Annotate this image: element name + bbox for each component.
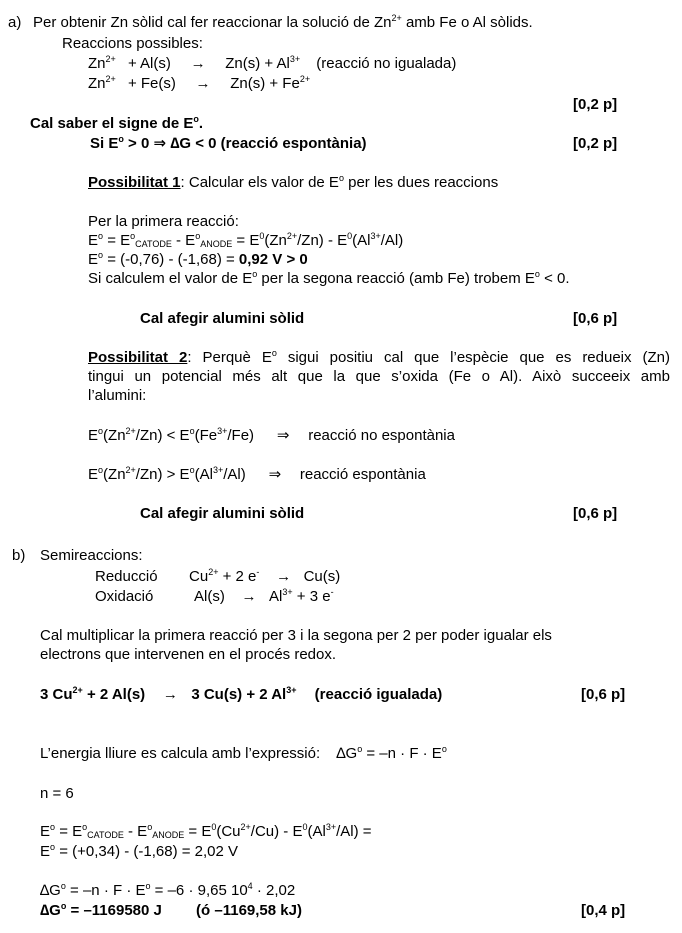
balanced-reaction: 3 $Cu^{2+} + 2$ Al(s) → 3 Cu(s) + 2 $Al^{3+}$ (reacció igualada) bbox=[40, 685, 443, 703]
comparison-al: $E^o(Zn^{2+}/Zn) > E^o(Al^{3+}/Al)$ ⇒ reacció espontània bbox=[88, 465, 426, 483]
first-reaction-label: Per la primera reacció: bbox=[88, 213, 239, 230]
electron-count: n = 6 bbox=[40, 785, 74, 802]
possibility-1-heading: Possibilitat 1: Calcular els valor de $E^o$ per les dues reaccions bbox=[88, 173, 499, 191]
multiply-note-1: Cal multiplicar la primera reacció per 3 i la segona per 2 per poder igualar els bbox=[40, 627, 552, 644]
potential-value-2: $E^o = (+0,34) - (-1,68) = 2,02$ V bbox=[40, 842, 239, 860]
possible-reactions-title: Reaccions possibles: bbox=[62, 35, 203, 52]
reaction-al: $Zn^{2+} + Al(s) \to Zn(s) + Al^{3+}$ (reacció no igualada) bbox=[88, 54, 457, 72]
potential-formula-2: $E^o = E^o_{CATODE} - E^o_{ANODE} = E^0(Cu^{2+}/Cu) - E^0(Al^{3+}/Al)$ = bbox=[40, 822, 372, 840]
comparison-fe: $E^o(Zn^{2+}/Zn) < E^o(Fe^{3+}/Fe)$ ⇒ reacció no espontània bbox=[88, 426, 455, 444]
oxidation-half-reaction: Oxidació $Al(s) \to Al^{3+} + 3$ e- bbox=[95, 587, 334, 605]
conclusion-2: Cal afegir alumini sòlid bbox=[140, 505, 305, 522]
part-a-intro: Per obtenir Zn sòlid cal fer reaccionar la solució de $Zn^{2+}$ amb Fe o Al sòlids. bbox=[33, 13, 533, 31]
score-possibility-2: [0,6 p] bbox=[573, 505, 618, 522]
gibbs-result: $\Delta G^o = -1169580$ J (ó –1169,58 kJ) bbox=[40, 901, 302, 919]
reaction-fe: $Zn^{2+} + Fe(s) \to Zn(s) + Fe^{2+}$ bbox=[88, 74, 311, 92]
potential-value-1: $E^o = (-0,76) - (-1,68) = 0,92$ V > 0 bbox=[88, 250, 308, 268]
part-a-label: a) bbox=[8, 14, 22, 31]
possibility-2-line-3: l’alumini: bbox=[88, 387, 147, 404]
score-reactions: [0,2 p] bbox=[573, 96, 618, 113]
second-reaction-note: Si calculem el valor de $E^o$ per la segona reacció (amb Fe) trobem $E^o < 0$. bbox=[88, 269, 570, 287]
spontaneity-condition: Si $E^o > 0$ ⇒ ∆G < 0 (reacció espontània) bbox=[90, 134, 367, 152]
score-balanced: [0,6 p] bbox=[581, 686, 626, 703]
half-reactions-title: Semireaccions: bbox=[40, 547, 143, 564]
sign-title: Cal saber el signe de $E^o$. bbox=[30, 114, 204, 132]
reduction-half-reaction: Reducció $Cu^{2+} + 2$ e- → Cu(s) bbox=[95, 567, 341, 585]
gibbs-calculation: $\Delta G^o = -n \cdot F \cdot E^o = -6 \cdot 9,65$ $10^4 \cdot 2,02$ bbox=[40, 881, 296, 899]
conclusion-1: Cal afegir alumini sòlid bbox=[140, 310, 305, 327]
part-b-label: b) bbox=[12, 547, 26, 564]
possibility-2-line-2: tingui un potencial més alt que la que s’oxida (Fe o Al). Això succeeix amb bbox=[88, 368, 670, 385]
score-sign: [0,2 p] bbox=[573, 135, 618, 152]
score-possibility-1: [0,6 p] bbox=[573, 310, 618, 327]
free-energy-expression: L’energia lliure es calcula amb l’expressió: $\Delta G^o = -n \cdot F \cdot E^o$ bbox=[40, 744, 447, 762]
potential-formula-1: $E^o = E^o_{CATODE} - E^o_{ANODE} = E^0(Zn^{2+}/Zn) - E^0(Al^{3+}/Al)$ bbox=[88, 231, 404, 249]
multiply-note-2: electrons que intervenen en el procés redox. bbox=[40, 646, 337, 663]
score-gibbs: [0,4 p] bbox=[581, 902, 626, 919]
possibility-2-line-1: Possibilitat 2: Perquè $E^o$ sigui positiu cal que l’espècie que es redueix (Zn) bbox=[88, 348, 670, 366]
